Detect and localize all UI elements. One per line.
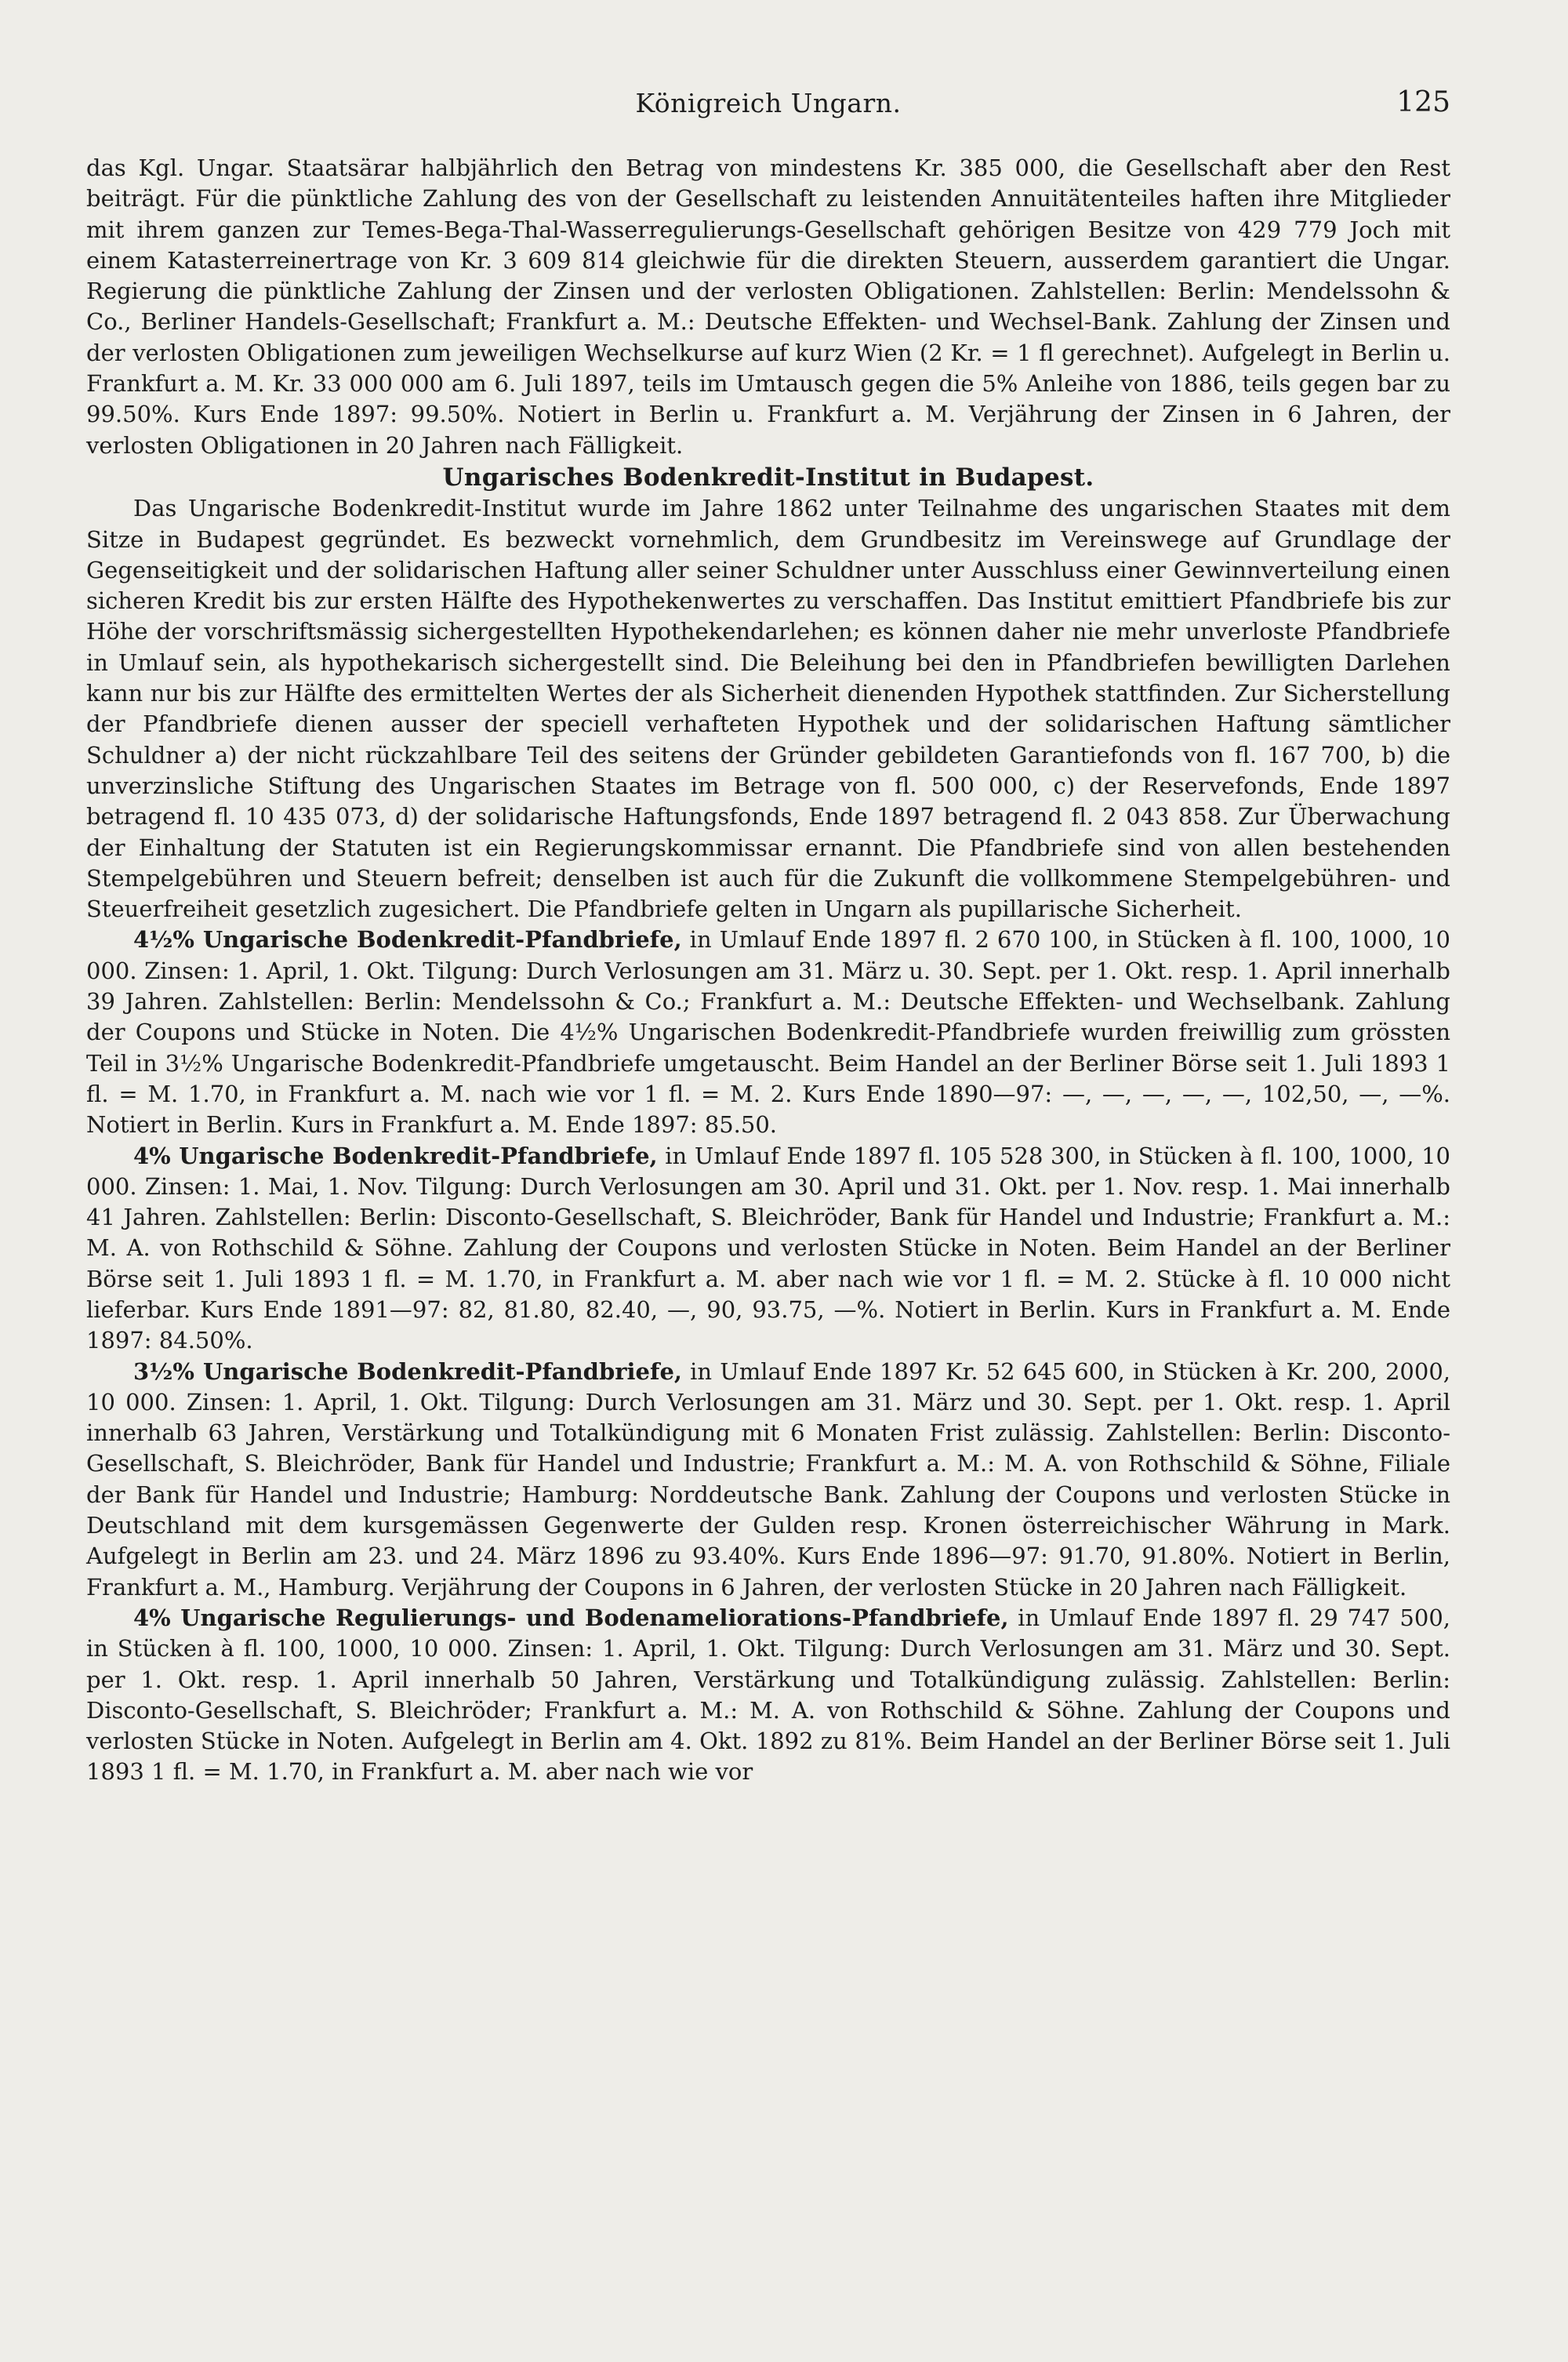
institute-paragraph: Das Ungarische Bodenkredit-Institut wurde im Jahre 1862 unter Teilnahme des ungarischen Staates mit dem Sitze in Budapest gegründet. Es bezweckt vornehmlich, dem Grundbesitz im Vereinswege auf Grundlage der Gegenseitigkeit und der solidarischen Haftung aller seiner Schuldner unter Ausschluss einer Gewinnverteilung einen sicheren Kredit bis zur ersten Hälfte des Hypothekenwertes zu verschaffen. Das Institut emittiert Pfandbriefe bis zur Höhe der vorschriftsmässig sichergestellten Hypothekendarlehen; es können daher nie mehr unverloste Pfandbriefe in Umlauf sein, als hypothekarisch sichergestellt sind. Die Beleihung bei den in Pfandbriefen bewilligten Darlehen kann nur bis zur Hälfte des ermittelten Wertes der als Sicherheit dienenden Hypothek stattfinden. Zur Sicherstellung der Pfandbriefe dienen ausser der speciell verhafteten Hypothek und der solidarischen Haftung sämtlicher Schuldner a) der nicht rückzahlbare Teil des seitens der Gründer gebildeten Garantiefonds von fl. 167 700, b) die unverzinsliche Stiftung des Ungarischen Staates im Betrage von fl. 500 000, c) der Reservefonds, Ende 1897 betragend fl. 10 435 073, d) der solidarische Haftungsfonds, Ende 1897 betragend fl. 2 043 858. Zur Überwachung der Einhaltung der Statuten ist ein Regierungskommissar ernannt. Die Pfandbriefe sind von allen bestehenden Stempelgebühren und Steuern befreit; denselben ist auch für die Zukunft die vollkommene Stempelgebühren- und Steuerfreiheit gesetzlich zugesichert. Die Pfandbriefe gelten in Ungarn als pupillarische Sicherheit. [86,495,1450,923]
entry-paragraph [86,1357,1450,1603]
entry-text: in Umlauf Ende 1897 Kr. 52 645 600, in Stücken à Kr. 200, 2000, 10 000. Zinsen: 1. April, 1. Okt. Tilgung: Durch Verlosungen am 31. März und 30. Sept. per 1. Okt. resp. 1. April innerhalb 63 Jahren, Verstärkung und Totalkündigung mit 6 Monaten Frist zulässig. Zahlstellen: Berlin: Disconto-Gesellschaft, S. Bleichröder, Bank für Handel und Industrie; Frankfurt a. M.: M. A. von Rothschild & Söhne, Filiale der Bank für Handel und Industrie; Hamburg: Norddeutsche Bank. Zahlung der Coupons und verlosten Stücke in Deutschland mit dem kursgemässen Gegenwerte der Gulden resp. Kronen österreichischer Währung in Mark. Aufgelegt in Berlin am 23. und 24. März 1896 zu 93.40%. Kurs Ende 1896—97: 91.70, 91.80%. Notiert in Berlin, Frankfurt a. M., Hamburg. Verjährung der Coupons in 6 Jahren, der verlosten Stücke in 20 Jahren nach Fälligkeit. [86,1357,1450,1601]
entry-title: 4% Ungarische Bodenkredit-Pfandbriefe, [133,1142,658,1169]
page-body [86,153,1450,1788]
entry-text: in Umlauf Ende 1897 fl. 105 528 300, in Stücken à fl. 100, 1000, 10 000. Zinsen: 1. Mai, 1. Nov. Tilgung: Durch Verlosungen am 30. April und 31. Okt. per 1. Nov. resp. 1. Mai innerhalb 41 Jahren. Zahlstellen: Berlin: Disconto-Gesellschaft, S. Bleichröder, Bank für Handel und Industrie; Frankfurt a. M.: M. A. von Rothschild & Söhne. Zahlung der Coupons und verlosten Stücke in Noten. Beim Handel an der Berliner Börse seit 1. Juli 1893 1 fl. = M. 1.70, in Frankfurt a. M. aber nach wie vor 1 fl. = M. 2. Stücke à fl. 10 000 nicht lieferbar. Kurs Ende 1891—97: 82, 81.80, 82.40, —, 90, 93.75, —%. Notiert in Berlin. Kurs in Frankfurt a. M. Ende 1897: 84.50%. [86,1142,1450,1354]
entry-title: 4% Ungarische Regulierungs- und Bodenameliorations-Pfandbriefe, [133,1604,1009,1631]
entry-paragraph [86,1141,1450,1357]
section-title: Ungarisches Bodenkredit-Institut in Budapest. [442,463,1094,492]
entry-paragraph [86,925,1450,1140]
entry-title: 3½% Ungarische Bodenkredit-Pfandbriefe, [133,1357,682,1385]
entry-title: 4½% Ungarische Bodenkredit-Pfandbriefe, [133,926,682,954]
running-title: Königreich Ungarn. [635,88,902,118]
entry-text: in Umlauf Ende 1897 fl. 29 747 500, in Stücken à fl. 100, 1000, 10 000. Zinsen: 1. April, 1. Okt. Tilgung: Durch Verlosungen am 31. März und 30. Sept. per 1. Okt. resp. 1. April innerhalb 50 Jahren, Verstärkung und Totalkündigung zulässig. Zahlstellen: Berlin: Disconto-Gesellschaft, S. Bleichröder; Frankfurt a. M.: M. A. von Rothschild & Söhne. Zahlung der Coupons und verlosten Stücke in Noten. Aufgelegt in Berlin am 4. Okt. 1892 zu 81%. Beim Handel an der Berliner Börse seit 1. Juli 1893 1 fl. = M. 1.70, in Frankfurt a. M. aber nach wie vor [86,1604,1450,1786]
intro-paragraph: das Kgl. Ungar. Staatsärar halbjährlich den Betrag von mindestens Kr. 385 000, die Gesellschaft aber den Rest beiträgt. Für die pünktliche Zahlung des von der Gesellschaft zu leistenden Annuitätenteiles haften ihre Mitglieder mit ihrem ganzen zur Temes-Bega-Thal-Wasserregulierungs-Gesellschaft gehörigen Besitze von 429 779 Joch mit einem Katasterreinertrage von Kr. 3 609 814 gleichwie für die direkten Steuern, ausserdem garantiert die Ungar. Regierung die pünktliche Zahlung der Zinsen und der verlosten Obligationen. Zahlstellen: Berlin: Mendelssohn & Co., Berliner Handels-Gesellschaft; Frankfurt a. M.: Deutsche Effekten- und Wechsel-Bank. Zahlung der Zinsen und der verlosten Obligationen zum jeweiligen Wechselkurse auf kurz Wien (2 Kr. = 1 fl gerechnet). Aufgelegt in Berlin u. Frankfurt a. M. Kr. 33 000 000 am 6. Juli 1897, teils im Umtausch gegen die 5% Anleihe von 1886, teils gegen bar zu 99.50%. Kurs Ende 1897: 99.50%. Notiert in Berlin u. Frankfurt a. M. Verjährung der Zinsen in 6 Jahren, der verlosten Obligationen in 20 Jahren nach Fälligkeit. [86,154,1450,459]
entry-text: in Umlauf Ende 1897 fl. 2 670 100, in Stücken à fl. 100, 1000, 10 000. Zinsen: 1. April, 1. Okt. Tilgung: Durch Verlosungen am 31. März u. 30. Sept. per 1. Okt. resp. 1. April innerhalb 39 Jahren. Zahlstellen: Berlin: Mendelssohn & Co.; Frankfurt a. M.: Deutsche Effekten- und Wechselbank. Zahlung der Coupons und Stücke in Noten. Die 4½% Ungarischen Bodenkredit-Pfandbriefe wurden freiwillig zum grössten Teil in 3½% Ungarische Bodenkredit-Pfandbriefe umgetauscht. Beim Handel an der Berliner Börse seit 1. Juli 1893 1 fl. = M. 1.70, in Frankfurt a. M. nach wie vor 1 fl. = M. 2. Kurs Ende 1890—97: —, —, —, —, —, 102,50, —, —%. Notiert in Berlin. Kurs in Frankfurt a. M. Ende 1897: 85.50. [86,926,1450,1139]
page-number: 125 [1396,86,1450,118]
page-header [86,85,1450,125]
entry-paragraph [86,1603,1450,1788]
